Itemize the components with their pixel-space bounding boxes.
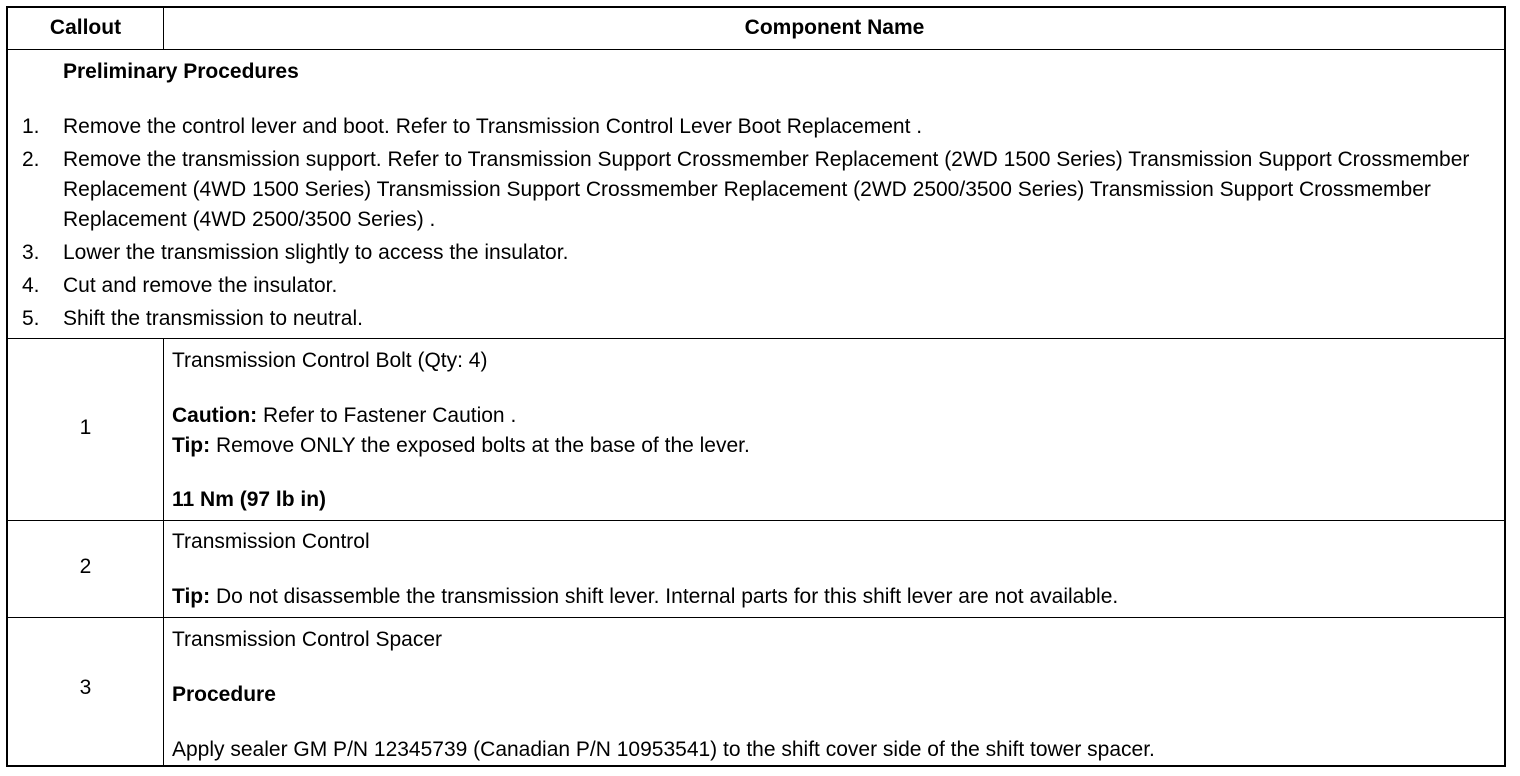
torque-spec: 11 Nm (97 lb in) [172, 488, 327, 511]
caution-text: Refer to Fastener Caution . [257, 404, 517, 427]
list-item [22, 304, 1490, 334]
procedure-text: Apply sealer GM P/N 12345739 (Canadian P/N 10953541) to the shift cover side of the shift tower spacer. [172, 738, 1155, 761]
tip-label: Tip: [172, 585, 211, 608]
column-divider [163, 8, 164, 49]
preliminary-procedures-row [8, 50, 1504, 339]
step-text: Shift the transmission to neutral. [63, 307, 363, 330]
callout-number: 1 [79, 416, 92, 439]
component-name: Transmission Control Bolt (Qty: 4) [172, 349, 488, 372]
component-name: Transmission Control Spacer [172, 628, 442, 651]
list-item [22, 112, 1490, 142]
header-callout: Callout [49, 16, 122, 39]
callout-number: 2 [79, 555, 92, 578]
list-item [22, 238, 1490, 268]
column-divider [163, 339, 164, 520]
column-divider [163, 521, 164, 617]
tip-text: Do not disassemble the transmission shift lever. Internal parts for this shift lever are not available. [210, 585, 1119, 608]
tip-line [172, 582, 1496, 612]
step-number: 4. [22, 274, 40, 297]
caution-label: Caution: [172, 404, 258, 427]
callout-number: 3 [79, 676, 92, 699]
table-row [8, 618, 1504, 765]
component-name: Transmission Control [172, 530, 370, 553]
step-number: 3. [22, 241, 40, 264]
step-number: 2. [22, 148, 40, 171]
step-text: Remove the control lever and boot. Refer to Transmission Control Lever Boot Replacement . [63, 115, 923, 138]
table-row [8, 339, 1504, 521]
table-row [8, 521, 1504, 618]
step-text: Cut and remove the insulator. [63, 274, 338, 297]
tip-text: Remove ONLY the exposed bolts at the base of the lever. [210, 434, 750, 457]
procedure-label: Procedure [172, 683, 276, 706]
header-component-name: Component Name [744, 16, 925, 39]
tip-label: Tip: [172, 434, 211, 457]
list-item [22, 145, 1490, 235]
list-item [22, 271, 1490, 301]
table-header-row [8, 8, 1504, 50]
preliminary-title: Preliminary Procedures [63, 60, 299, 83]
step-number: 5. [22, 307, 40, 330]
step-number: 1. [22, 115, 40, 138]
caution-line [172, 401, 1496, 431]
step-text: Remove the transmission support. Refer to Transmission Support Crossmember Replacement (2WD 1500 Series) Transmission Support Crossmember Replacement (4WD 1500 Series) Transmission Support Crossmember Replacement (2WD 2500/3500 Series) Transmission Support Crossmember Replacement (4WD 2500/3500 Series) . [63, 148, 1470, 231]
preliminary-steps-list [22, 112, 1490, 337]
component-table [6, 6, 1506, 767]
tip-line [172, 431, 1496, 461]
column-divider [163, 618, 164, 765]
step-text: Lower the transmission slightly to access the insulator. [63, 241, 569, 264]
